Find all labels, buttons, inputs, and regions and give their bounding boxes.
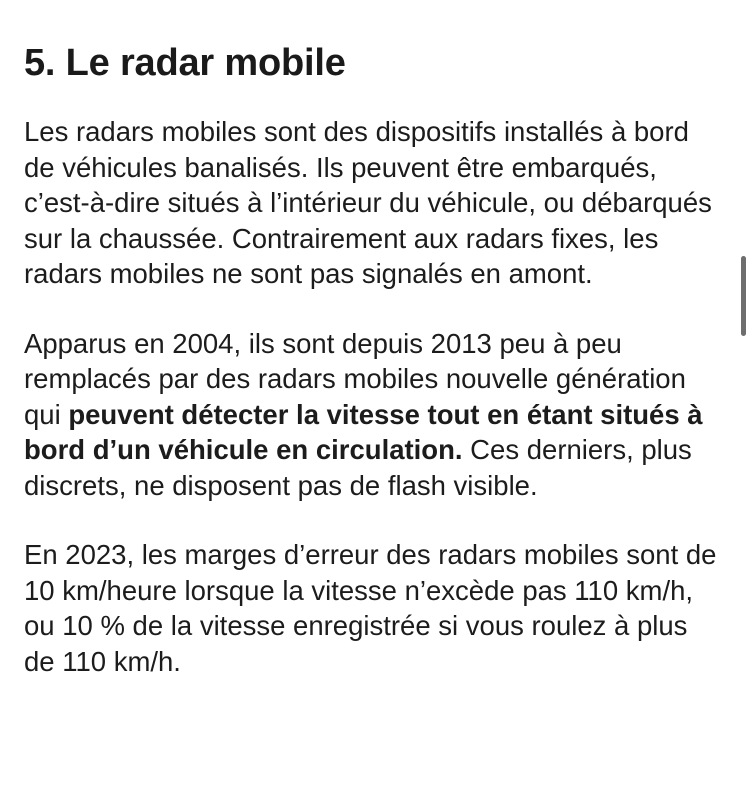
paragraph-history — [24, 326, 724, 504]
article-section — [24, 38, 724, 713]
vertical-scrollbar[interactable] — [741, 256, 746, 336]
paragraph-history-tail: Ces derniers, plus discrets, ne disposent pas de flash visible. — [24, 434, 692, 501]
paragraph-error-margins: En 2023, les marges d’erreur des radars mobiles sont de 10 km/heure lorsque la vitesse n’excède pas 110 km/h, ou 10 % de la vitesse enregistrée si vous roulez à plus de 110 km/h. — [24, 539, 717, 677]
paragraph-history-emphasis: peuvent détecter la vitesse tout en étant situés à bord d’un véhicule en circulation. — [24, 398, 703, 465]
paragraph-definition: Les radars mobiles sont des dispositifs installés à bord de véhicules banalisés. Ils peuvent être embarqués, c’est-à-dire situés à l’intérieur du véhicule, ou débarqués sur la chaussée. Contrairement aux radars fixes, les radars mobiles ne sont pas signalés en amont. — [24, 116, 712, 289]
section-heading: 5. Le radar mobile — [24, 42, 346, 84]
paragraph-history-lead: Apparus en 2004, ils sont depuis 2013 peu à peu remplacés par des radars mobiles nouvelle génération qui — [24, 327, 686, 430]
